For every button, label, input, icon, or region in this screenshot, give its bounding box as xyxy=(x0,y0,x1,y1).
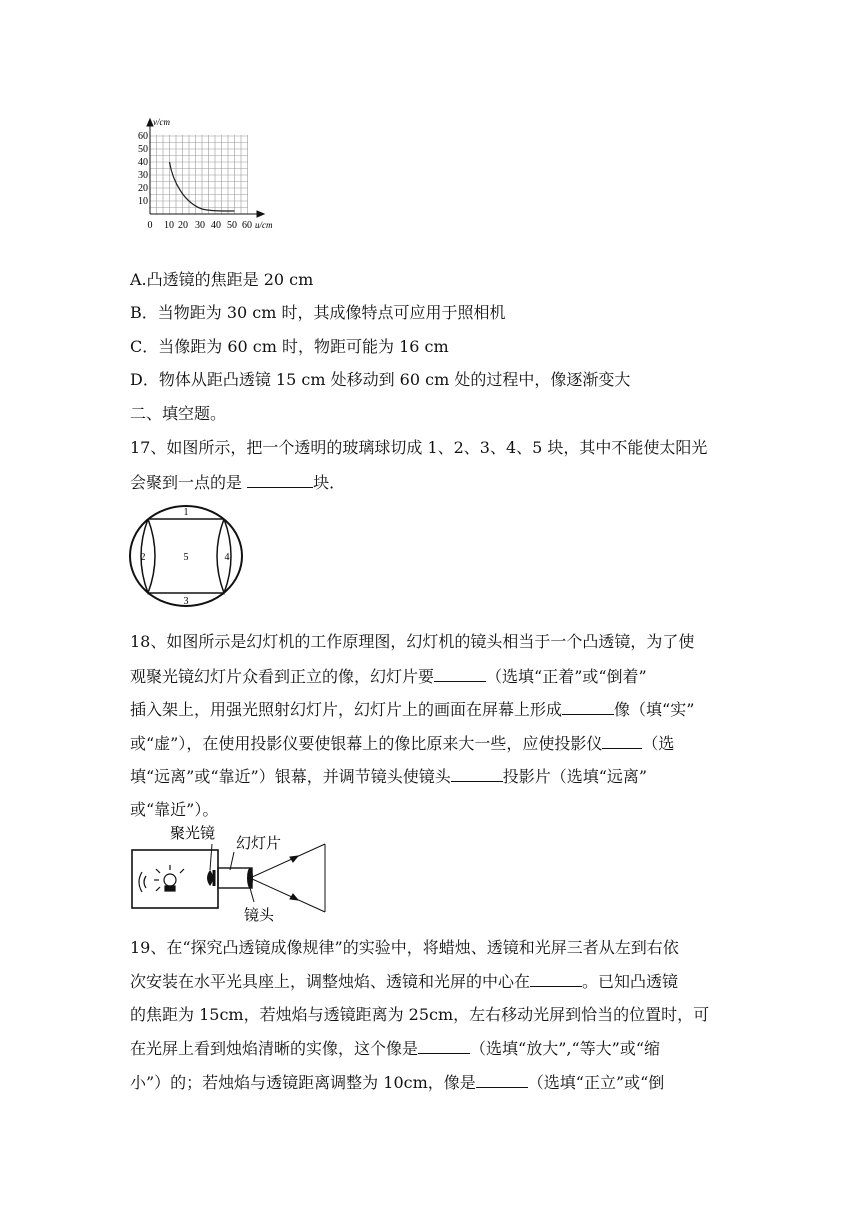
q18-text: （选 xyxy=(642,734,675,753)
answer-blank xyxy=(451,765,503,782)
glass-ball-figure xyxy=(128,504,244,608)
q19-line1: 19、在“探究凸透镜成像规律”的实验中，将蜡烛、透镜和光屏三者从左到右依 xyxy=(130,938,679,957)
q18-line1: 18、如图所示是幻灯机的工作原理图，幻灯机的镜头相当于一个凸透镜，为了使 xyxy=(130,632,695,651)
x-tick: 30 xyxy=(195,220,205,231)
option-a: A.凸透镜的焦距是 20 cm xyxy=(130,270,314,289)
q18-text: （选填“正着”或“倒着” xyxy=(486,667,647,686)
x-tick: 10 xyxy=(164,220,174,231)
graph-grid xyxy=(150,135,248,214)
graph-axes xyxy=(147,119,264,217)
x-axis-label: u/cm xyxy=(255,220,273,230)
y-tick: 60 xyxy=(138,131,148,142)
y-tick: 50 xyxy=(138,144,148,155)
section-title: 二、填空题。 xyxy=(130,404,227,423)
q18-line5 xyxy=(130,765,647,788)
answer-blank xyxy=(476,1071,528,1088)
q18-text: 像（填“实” xyxy=(614,700,695,719)
image-distance-graph xyxy=(125,113,285,245)
q19-text: （选填“放大”,“等大”或“缩 xyxy=(470,1039,661,1058)
q18-line2 xyxy=(130,665,647,688)
y-tick: 30 xyxy=(138,170,148,181)
condenser-lens xyxy=(207,870,213,886)
q18-text: 观聚光镜幻灯片众看到正立的像，幻灯片要 xyxy=(130,667,435,686)
answer-blank xyxy=(602,732,642,749)
x-tick: 50 xyxy=(227,220,237,231)
q19-text: 。已知凸透镜 xyxy=(582,972,679,991)
condenser-label: 聚光镜 xyxy=(170,826,216,842)
q18-line6: 或“靠近”）。 xyxy=(130,800,219,819)
q19-text: 在光屏上看到烛焰清晰的实像，这个像是 xyxy=(130,1039,419,1058)
q18-line3 xyxy=(130,698,694,721)
q18-text: 插入架上，用强光照射幻灯片，幻灯片上的画面在屏幕上形成 xyxy=(130,700,563,719)
q18-text: 或“虚”），在使用投影仪要使银幕上的像比原来大一些，应使投影仪 xyxy=(130,734,603,753)
lens-label: 镜头 xyxy=(244,908,275,922)
q18-text: 填“远离”或“靠近”）银幕，并调节镜头使镜头 xyxy=(130,767,451,786)
segment-label: 4 xyxy=(224,552,230,563)
q17-text: 会聚到一点的是 xyxy=(130,473,248,492)
segment-label: 5 xyxy=(183,552,189,563)
x-tick: 0 xyxy=(147,220,153,231)
option-b: B．当物距为 30 cm 时，其成像特点可应用于照相机 xyxy=(130,303,506,322)
segment-label: 2 xyxy=(140,552,146,563)
q18-line4 xyxy=(130,732,674,755)
y-tick: 20 xyxy=(138,183,148,194)
answer-blank xyxy=(418,1037,470,1054)
q19-line2 xyxy=(130,970,678,993)
q19-line5 xyxy=(130,1071,664,1094)
q19-text: 次安装在水平光具座上，调整烛焰、透镜和光屏的中心在 xyxy=(130,972,531,991)
q19-text: （选填“正立”或“倒 xyxy=(527,1073,665,1092)
q19-text: 小”）的；若烛焰与透镜距离调整为 10cm，像是 xyxy=(130,1073,476,1092)
segment-label: 1 xyxy=(183,507,189,518)
q17-text: 块． xyxy=(313,473,346,492)
answer-blank xyxy=(530,970,582,987)
q17-line1: 17、如图所示，把一个透明的玻璃球切成 1、2、3、4、5 块，其中不能使太阳光 xyxy=(130,438,708,457)
segment-label: 3 xyxy=(183,596,189,607)
q17-line2 xyxy=(130,471,345,494)
x-tick: 40 xyxy=(211,220,221,231)
y-tick: 40 xyxy=(138,157,148,168)
slide-label: 幻灯片 xyxy=(236,836,282,852)
q19-line3: 的焦距为 15cm，若烛焰与透镜距离为 25cm，左右移动光屏到恰当的位置时，可 xyxy=(130,1005,710,1024)
lamp-icon xyxy=(139,865,184,892)
y-tick: 10 xyxy=(138,196,148,207)
option-d: D．物体从距凸透镜 15 cm 处移动到 60 cm 处的过程中，像逐渐变大 xyxy=(130,370,631,389)
q19-line4 xyxy=(130,1037,660,1060)
x-tick: 20 xyxy=(178,220,188,231)
answer-blank xyxy=(434,665,486,682)
option-c: C．当像距为 60 cm 时，物距可能为 16 cm xyxy=(130,337,449,356)
projector-figure xyxy=(130,824,340,922)
answer-blank xyxy=(562,698,614,715)
q18-text: 投影片（选填“远离” xyxy=(502,767,648,786)
x-tick: 60 xyxy=(242,220,252,231)
answer-blank xyxy=(247,471,313,488)
y-axis-label: v/cm xyxy=(153,117,170,127)
